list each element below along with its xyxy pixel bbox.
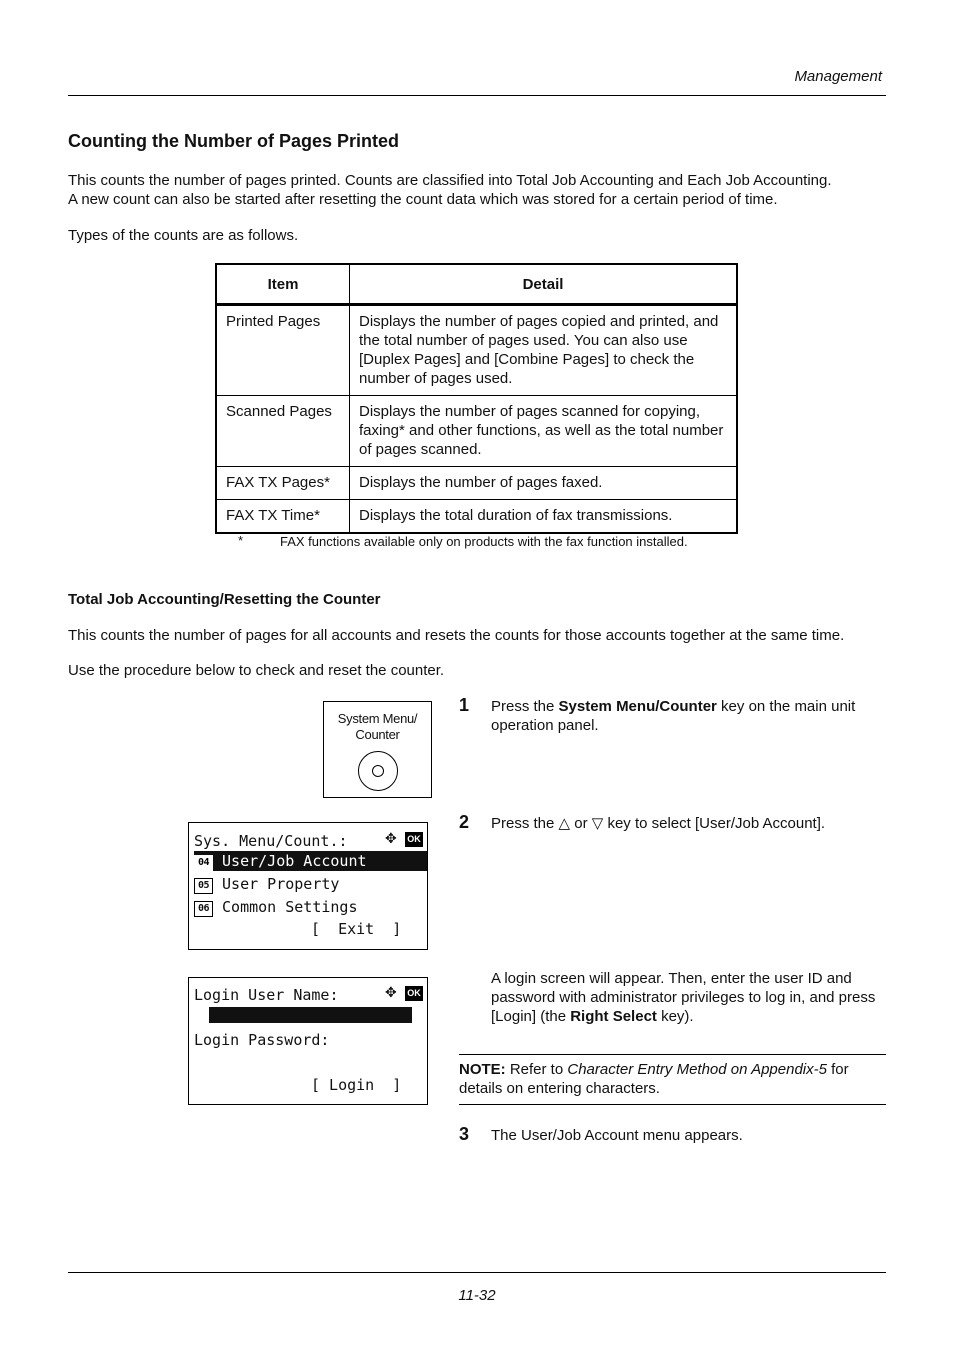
cell-detail: Displays the number of pages copied and printed, and the total number of pages used. You can also use [Duplex Pages] and [Combine Pages] to check the number of pages used. (350, 305, 738, 396)
cell-item: FAX TX Pages* (216, 467, 350, 500)
lcd-login-softkey: [ Login ] (311, 1076, 402, 1094)
column-header-detail: Detail (350, 264, 738, 305)
footnote-mark: * (238, 533, 244, 548)
lcd-menu-item-label: Common Settings (222, 898, 358, 916)
subsection-paragraph-1: This counts the number of pages for all accounts and resets the counts for those accounts together at the same time. (68, 627, 845, 644)
table-row (216, 500, 737, 534)
subsection-paragraph-2: Use the procedure below to check and reset the counter. (68, 662, 445, 679)
lcd-menu-title: Sys. Menu/Count.: (194, 832, 348, 850)
step-2-number: 2 (459, 812, 470, 832)
note-reference: Character Entry Method on Appendix-5 (567, 1061, 827, 1078)
lcd-login-screen (188, 977, 428, 1105)
login-password-label: Login Password: (194, 1031, 330, 1049)
note-box (459, 1054, 886, 1105)
step-3-number: 3 (459, 1124, 470, 1144)
key-label-line-1: System Menu/ (337, 711, 418, 726)
item-number-icon: 04 (194, 855, 213, 871)
login-user-name-label: Login User Name: (194, 986, 339, 1004)
running-header: Management (794, 68, 882, 85)
section-title: Counting the Number of Pages Printed (68, 131, 400, 151)
step-1-text (491, 697, 886, 735)
cell-item: Scanned Pages (216, 396, 350, 467)
intro-paragraph (68, 171, 890, 209)
four-way-arrow-icon: ✥ (385, 985, 397, 1001)
lcd-menu-item-label: User Property (222, 875, 340, 893)
item-number-icon: 06 (194, 901, 213, 917)
cell-detail: Displays the total duration of fax transmissions. (350, 500, 738, 534)
login-text-key-name: Right Select (570, 1008, 657, 1025)
cell-item: FAX TX Time* (216, 500, 350, 534)
login-text-pre: A login screen will appear. Then, enter the user ID and password with administrator privileges to log in, and press [Login] (the (491, 970, 876, 1025)
lcd-menu-item (194, 874, 339, 894)
note-label: NOTE: (459, 1061, 506, 1078)
key-label-line-2: Counter (355, 727, 400, 742)
cell-detail: Displays the number of pages faxed. (350, 467, 738, 500)
step-3-text: The User/Job Account menu appears. (491, 1127, 743, 1144)
subsection-title: Total Job Accounting/Resetting the Counter (68, 591, 381, 608)
cell-detail: Displays the number of pages scanned for copying, faxing* and other functions, as well as the total number of pages scanned. (350, 396, 738, 467)
table-header-row (216, 264, 737, 305)
login-text-post: key). (656, 1008, 694, 1025)
footnote-text: FAX functions available only on products with the fax function installed. (280, 534, 688, 549)
step-1-text-pre: Press the (491, 698, 559, 715)
count-types-table (215, 263, 738, 534)
note-text-post: for details on entering characters. (459, 1061, 849, 1097)
system-menu-counter-key-illustration (323, 701, 432, 798)
lcd-menu-screen (188, 822, 428, 950)
key-label (324, 711, 431, 743)
table-row (216, 305, 737, 396)
user-name-input-bar (209, 1007, 412, 1023)
ok-icon: OK (405, 832, 423, 847)
table-row (216, 396, 737, 467)
header-rule (68, 95, 886, 96)
step-1-key-name: System Menu/Counter (558, 698, 717, 715)
item-number-icon: 05 (194, 878, 213, 894)
intro-line-1: This counts the number of pages printed. Counts are classified into Total Job Accounting and Each Job Accounting. (68, 172, 832, 189)
intro-line-2: A new count can also be started after resetting the count data which was stored for a certain period of time. (68, 191, 778, 208)
key-button-icon (358, 751, 398, 791)
lcd-menu-item-label: User/Job Account (222, 852, 367, 870)
types-intro: Types of the counts are as follows. (68, 227, 299, 244)
table-row (216, 467, 737, 500)
lcd-menu-item-selected (194, 851, 427, 871)
lcd-menu-item (194, 897, 358, 917)
step-1-number: 1 (459, 695, 470, 715)
key-indicator-icon (372, 765, 384, 777)
note-text-pre: Refer to (505, 1061, 568, 1078)
ok-icon: OK (405, 986, 423, 1001)
lcd-exit-softkey: [ Exit ] (311, 920, 402, 938)
page-number: 11-32 (458, 1287, 496, 1304)
column-header-item: Item (216, 264, 350, 305)
step-2-login-text (491, 969, 886, 1026)
step-2-text: Press the △ or ▽ key to select [User/Job Account]. (491, 815, 826, 832)
step-1-text-post: key on the main unit operation panel. (491, 698, 856, 734)
four-way-arrow-icon: ✥ (385, 831, 397, 847)
cell-item: Printed Pages (216, 305, 350, 396)
footer-rule (68, 1272, 886, 1273)
